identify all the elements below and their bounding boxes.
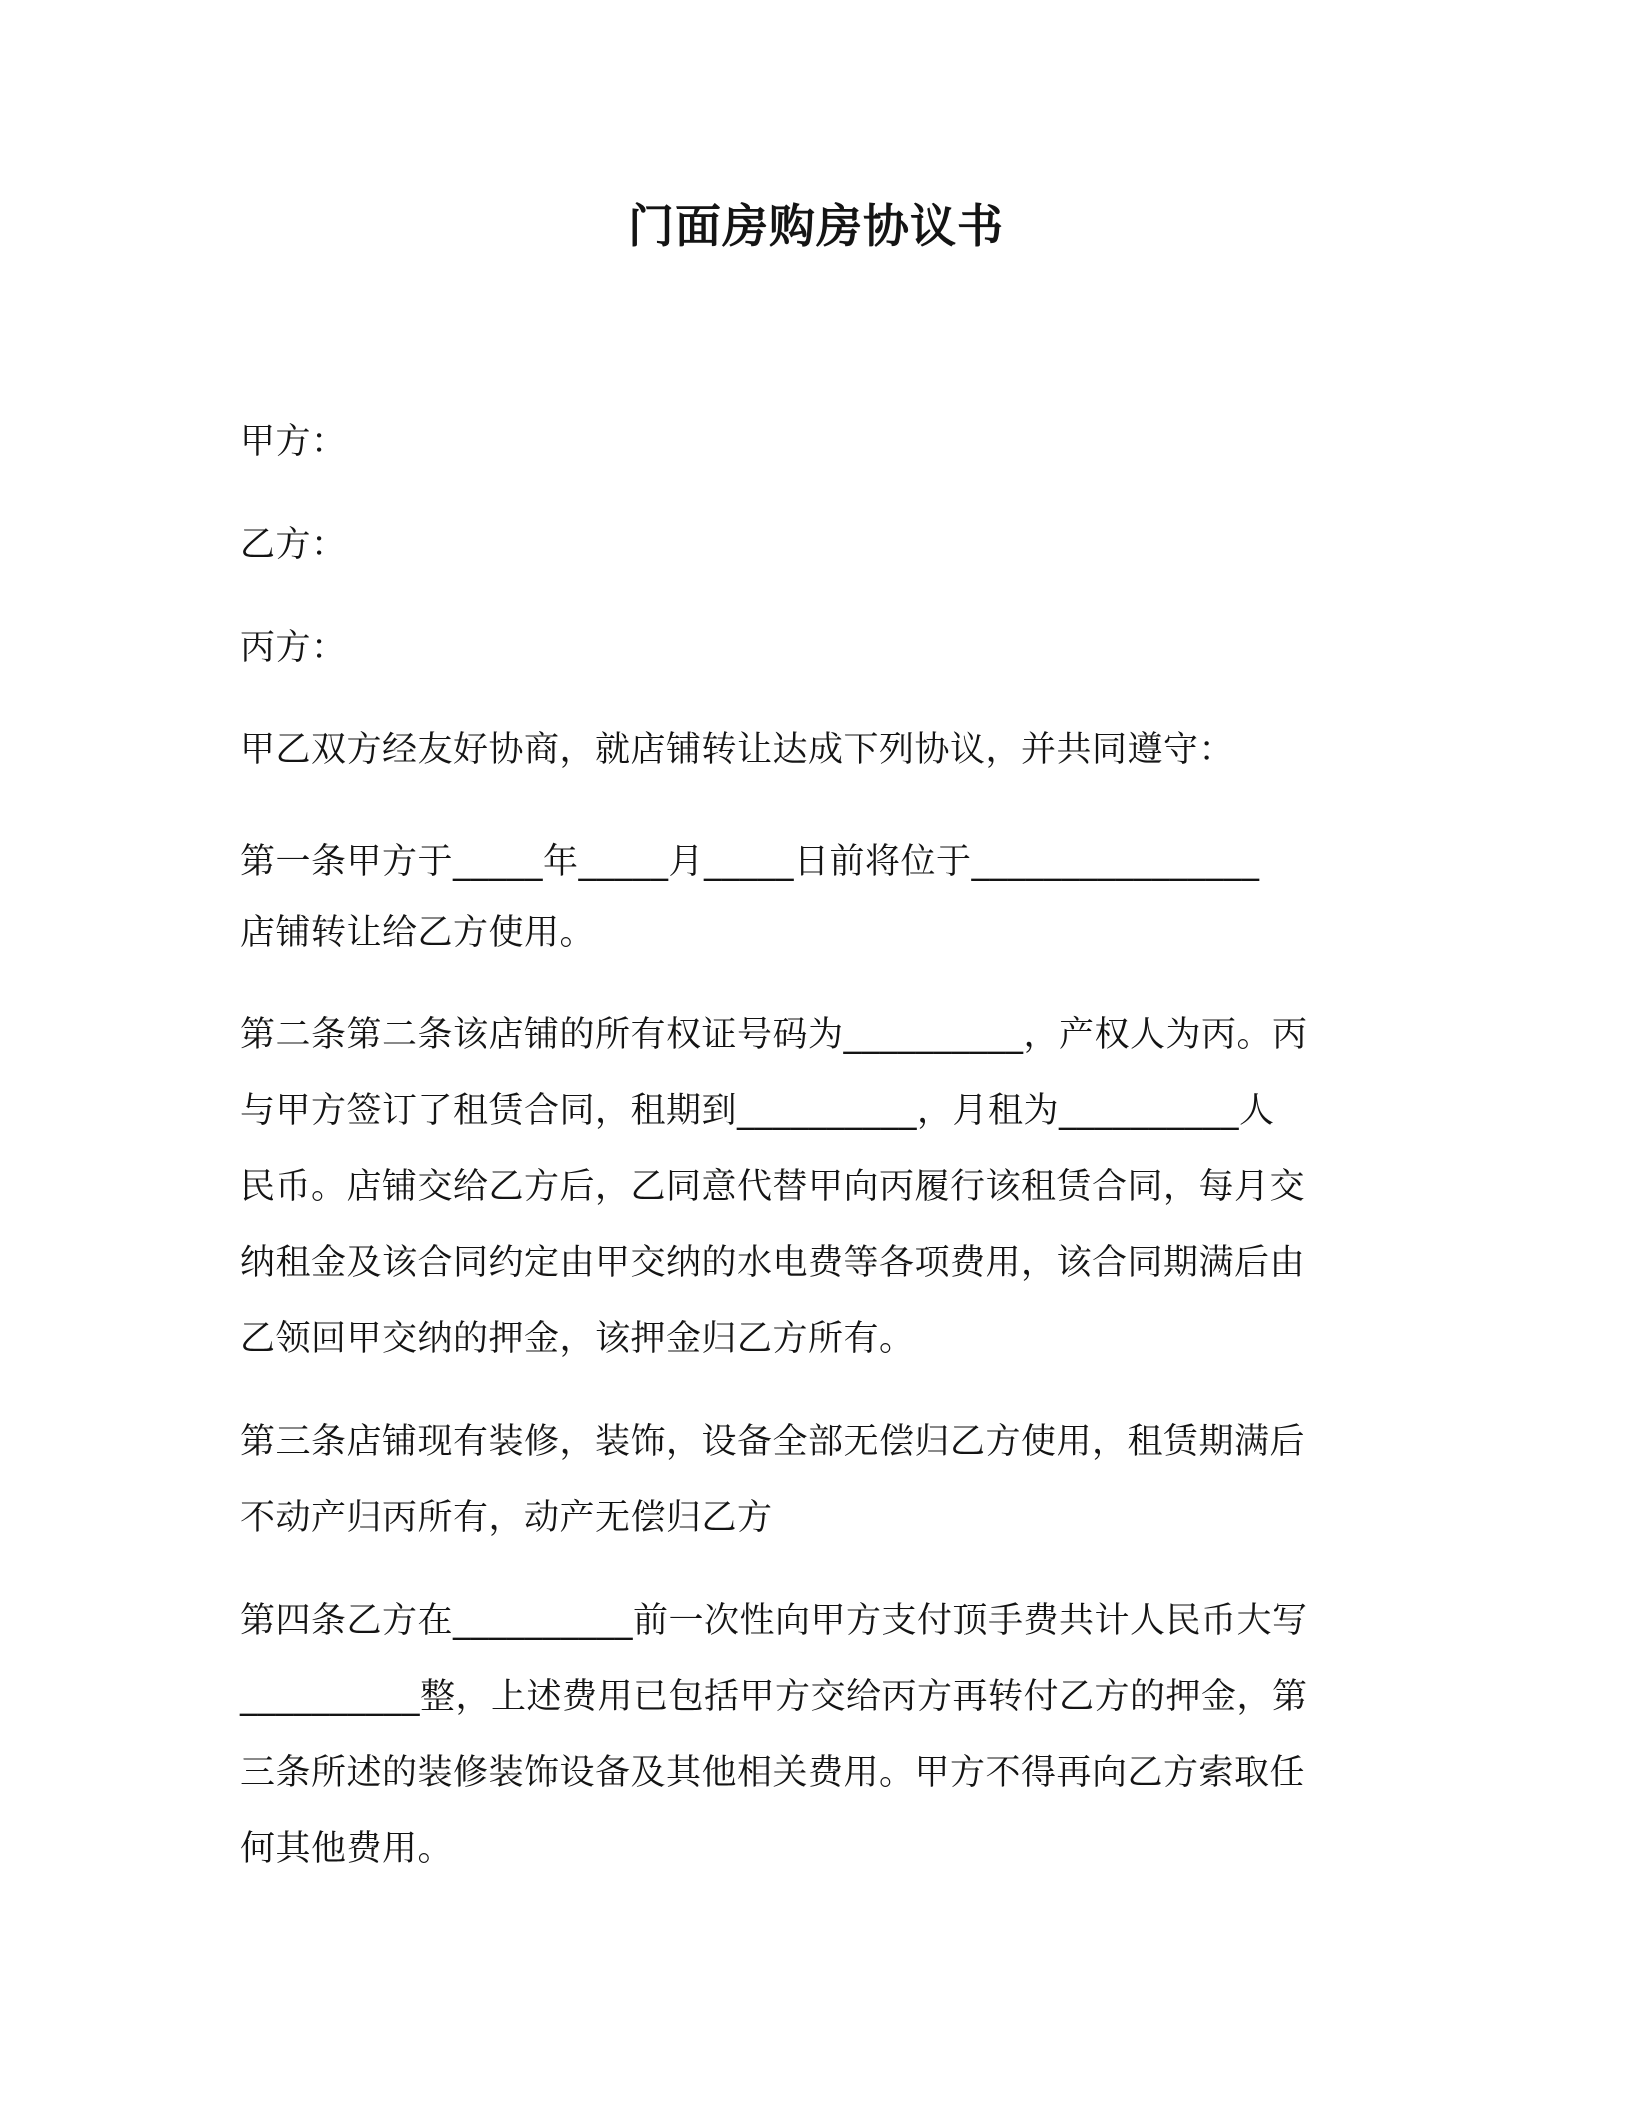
article2-line-5: 乙领回甲交纳的押金，该押金归乙方所有。 <box>240 1319 915 1359</box>
document-title: 门面房购房协议书 <box>628 199 1004 253</box>
article3-line-1: 第三条店铺现有装修，装饰，设备全部无偿归乙方使用，租赁期满后 <box>240 1422 1306 1462</box>
article1-line-1: 第一条甲方于_____年_____月_____日前将位于________________ <box>240 842 1260 882</box>
article1-line-2: 店铺转让给乙方使用。 <box>240 913 596 953</box>
party-b-line: 乙方： <box>240 525 347 565</box>
article2-line-2: 与甲方签订了租赁合同，租期到__________，月租为__________人 <box>240 1091 1275 1131</box>
article4-line-3: 三条所述的装修装饰设备及其他相关费用。甲方不得再向乙方索取任 <box>240 1753 1306 1793</box>
party-c-line: 丙方： <box>240 628 347 668</box>
article2-line-1: 第二条第二条该店铺的所有权证号码为__________，产权人为丙。丙 <box>240 1015 1308 1055</box>
article4-line-2: __________整，上述费用已包括甲方交给丙方再转付乙方的押金，第 <box>240 1677 1308 1717</box>
article4-line-1: 第四条乙方在__________前一次性向甲方支付顶手费共计人民币大写 <box>240 1601 1308 1641</box>
intro-paragraph: 甲乙双方经友好协商，就店铺转让达成下列协议，并共同遵守： <box>240 730 1235 770</box>
article2-line-3: 民币。店铺交给乙方后，乙同意代替甲向丙履行该租赁合同，每月交 <box>240 1167 1306 1207</box>
article2-line-4: 纳租金及该合同约定由甲交纳的水电费等各项费用，该合同期满后由 <box>240 1243 1306 1283</box>
party-a-line: 甲方： <box>240 422 347 462</box>
article3-line-2: 不动产归丙所有，动产无偿归乙方 <box>240 1498 773 1538</box>
article4-line-4: 何其他费用。 <box>240 1829 454 1869</box>
